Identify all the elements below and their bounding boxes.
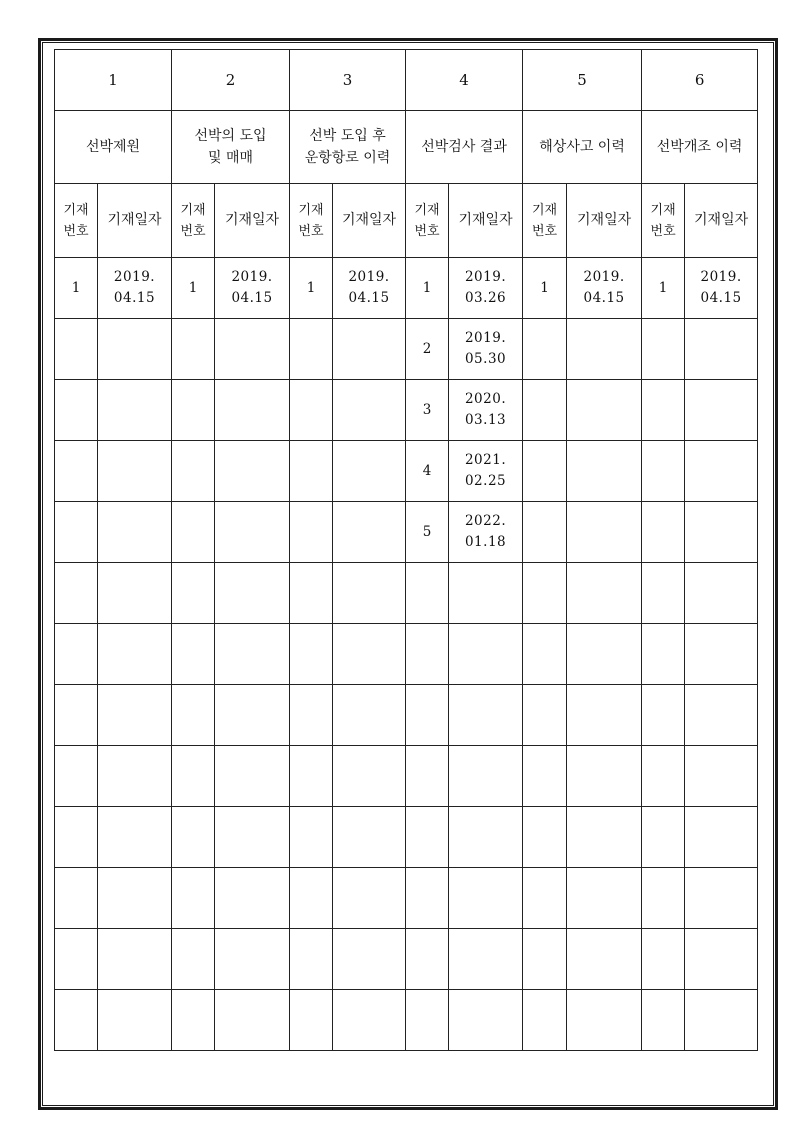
- entry-number-cell: [55, 563, 98, 624]
- entry-number-cell: [55, 380, 98, 441]
- entry-number-cell: [55, 929, 98, 990]
- entry-date-cell: [567, 746, 642, 807]
- entry-number-cell: [406, 807, 449, 868]
- entry-number-header: 기재 번호: [172, 184, 215, 258]
- entry-number-cell: [642, 685, 685, 746]
- entry-date-cell: [567, 868, 642, 929]
- entry-date-cell: [98, 685, 172, 746]
- entry-number-cell: [642, 746, 685, 807]
- entry-date-cell: [449, 990, 523, 1051]
- column-number: 2: [172, 50, 290, 111]
- entry-number-cell: [523, 380, 567, 441]
- table-row: [55, 746, 758, 807]
- table-row: [55, 868, 758, 929]
- entry-number-cell: [55, 624, 98, 685]
- entry-date-cell: [685, 319, 758, 380]
- entry-date-cell: [449, 624, 523, 685]
- entry-number-cell: [290, 990, 333, 1051]
- entry-number-cell: [290, 685, 333, 746]
- entry-date-cell: [215, 807, 290, 868]
- column-number: 6: [642, 50, 758, 111]
- entry-date-cell: [449, 685, 523, 746]
- entry-number-cell: [55, 990, 98, 1051]
- entry-number-cell: [290, 319, 333, 380]
- entry-date-cell: [98, 868, 172, 929]
- entry-number-cell: [523, 746, 567, 807]
- entry-number-cell: [642, 929, 685, 990]
- entry-date-cell: [98, 990, 172, 1051]
- table-row: [55, 319, 758, 380]
- entry-number-cell: [523, 563, 567, 624]
- entry-date-cell: 2019. 04.15: [685, 258, 758, 319]
- entry-number-cell: [55, 685, 98, 746]
- entry-number-header: 기재 번호: [55, 184, 98, 258]
- entry-date-cell: [215, 380, 290, 441]
- entry-number-cell: 3: [406, 380, 449, 441]
- entry-number-cell: [290, 929, 333, 990]
- entry-date-cell: [567, 441, 642, 502]
- entry-number-cell: [290, 380, 333, 441]
- entry-date-header: 기재일자: [98, 184, 172, 258]
- column-number-row: [55, 50, 758, 111]
- entry-date-cell: [333, 502, 406, 563]
- entry-date-cell: [567, 807, 642, 868]
- entry-number-header: 기재 번호: [642, 184, 685, 258]
- entry-date-cell: [567, 624, 642, 685]
- entry-date-cell: [215, 746, 290, 807]
- entry-number-cell: [642, 380, 685, 441]
- entry-date-cell: 2019. 04.15: [98, 258, 172, 319]
- entry-number-cell: [55, 868, 98, 929]
- entry-number-cell: [172, 807, 215, 868]
- entry-number-cell: [290, 563, 333, 624]
- entry-date-cell: [215, 990, 290, 1051]
- entry-number-cell: 1: [523, 258, 567, 319]
- entry-number-cell: [172, 319, 215, 380]
- column-title: 선박 도입 후 운항항로 이력: [290, 111, 406, 184]
- entry-number-cell: [642, 990, 685, 1051]
- entry-date-cell: 2019. 04.15: [215, 258, 290, 319]
- entry-date-cell: [98, 380, 172, 441]
- entry-number-cell: [406, 624, 449, 685]
- entry-date-cell: [685, 563, 758, 624]
- entry-date-cell: [567, 380, 642, 441]
- entry-number-header: 기재 번호: [406, 184, 449, 258]
- column-title-row: [55, 111, 758, 184]
- entry-number-cell: [406, 929, 449, 990]
- entry-number-cell: 4: [406, 441, 449, 502]
- table-row: [55, 380, 758, 441]
- entry-date-cell: [215, 685, 290, 746]
- entry-number-cell: [55, 807, 98, 868]
- entry-number-cell: 1: [290, 258, 333, 319]
- table-row: [55, 685, 758, 746]
- entry-number-cell: [172, 746, 215, 807]
- table-row: [55, 563, 758, 624]
- entry-number-cell: 1: [55, 258, 98, 319]
- entry-number-cell: [406, 990, 449, 1051]
- entry-date-cell: [333, 807, 406, 868]
- entry-number-cell: [406, 868, 449, 929]
- entry-date-cell: [449, 929, 523, 990]
- entry-date-cell: [215, 563, 290, 624]
- entry-number-cell: [523, 807, 567, 868]
- entry-number-cell: [290, 624, 333, 685]
- subheader-row: [55, 184, 758, 258]
- entry-number-cell: 1: [642, 258, 685, 319]
- entry-number-cell: 2: [406, 319, 449, 380]
- entry-date-header: 기재일자: [685, 184, 758, 258]
- column-title: 선박개조 이력: [642, 111, 758, 184]
- entry-number-cell: [523, 929, 567, 990]
- entry-date-cell: [449, 807, 523, 868]
- entry-date-cell: [685, 685, 758, 746]
- entry-number-cell: [523, 319, 567, 380]
- entry-date-cell: [567, 929, 642, 990]
- entry-date-cell: [685, 868, 758, 929]
- entry-number-cell: [523, 624, 567, 685]
- entry-number-cell: 1: [172, 258, 215, 319]
- entry-date-header: 기재일자: [333, 184, 406, 258]
- entry-date-cell: [98, 624, 172, 685]
- column-number: 5: [523, 50, 642, 111]
- entry-number-cell: [172, 685, 215, 746]
- entry-number-cell: [55, 319, 98, 380]
- entry-number-cell: [406, 563, 449, 624]
- entry-number-header: 기재 번호: [290, 184, 333, 258]
- entry-date-cell: [98, 929, 172, 990]
- entry-number-cell: [523, 685, 567, 746]
- entry-date-cell: 2019. 03.26: [449, 258, 523, 319]
- column-title: 해상사고 이력: [523, 111, 642, 184]
- entry-date-header: 기재일자: [215, 184, 290, 258]
- entry-number-cell: [523, 990, 567, 1051]
- entry-date-cell: [333, 929, 406, 990]
- entry-date-cell: [98, 746, 172, 807]
- table-row: [55, 258, 758, 319]
- entry-date-header: 기재일자: [449, 184, 523, 258]
- entry-date-cell: [567, 990, 642, 1051]
- entry-number-cell: [642, 319, 685, 380]
- entry-date-cell: [98, 563, 172, 624]
- entry-date-cell: [215, 929, 290, 990]
- entry-number-cell: [172, 990, 215, 1051]
- entry-date-cell: [685, 746, 758, 807]
- entry-number-cell: [55, 502, 98, 563]
- entry-date-cell: [333, 319, 406, 380]
- entry-number-cell: [642, 502, 685, 563]
- entry-date-cell: [333, 990, 406, 1051]
- entry-date-cell: 2019. 04.15: [333, 258, 406, 319]
- entry-date-cell: [685, 502, 758, 563]
- entry-number-cell: [290, 502, 333, 563]
- entry-date-cell: 2019. 04.15: [567, 258, 642, 319]
- entry-date-cell: [333, 563, 406, 624]
- entry-date-cell: [449, 563, 523, 624]
- entry-number-cell: [55, 746, 98, 807]
- entry-date-cell: [333, 868, 406, 929]
- entry-number-cell: [290, 746, 333, 807]
- entry-number-cell: [406, 685, 449, 746]
- column-number: 1: [55, 50, 172, 111]
- entry-date-cell: [333, 441, 406, 502]
- entry-number-header: 기재 번호: [523, 184, 567, 258]
- table-row: [55, 441, 758, 502]
- column-title: 선박제원: [55, 111, 172, 184]
- entry-number-cell: [172, 929, 215, 990]
- entry-number-cell: [642, 624, 685, 685]
- table-row: [55, 624, 758, 685]
- entry-number-cell: [290, 441, 333, 502]
- entry-date-cell: [98, 502, 172, 563]
- entry-number-cell: [523, 441, 567, 502]
- entry-number-cell: [172, 502, 215, 563]
- entry-number-cell: [290, 868, 333, 929]
- column-title: 선박검사 결과: [406, 111, 523, 184]
- entry-date-cell: [215, 441, 290, 502]
- entry-date-cell: 2022. 01.18: [449, 502, 523, 563]
- entry-number-cell: [172, 441, 215, 502]
- entry-number-cell: [290, 807, 333, 868]
- entry-date-cell: [685, 624, 758, 685]
- entry-date-cell: [567, 502, 642, 563]
- entry-date-cell: [333, 746, 406, 807]
- entry-number-cell: [642, 563, 685, 624]
- column-title: 선박의 도입 및 매매: [172, 111, 290, 184]
- entry-date-cell: [685, 807, 758, 868]
- entry-number-cell: [55, 441, 98, 502]
- entry-date-cell: [98, 319, 172, 380]
- entry-date-cell: [567, 319, 642, 380]
- entry-number-cell: [523, 868, 567, 929]
- record-entries: [55, 258, 758, 1051]
- column-number: 3: [290, 50, 406, 111]
- table-row: [55, 990, 758, 1051]
- entry-number-cell: [172, 380, 215, 441]
- entry-number-cell: 1: [406, 258, 449, 319]
- entry-date-cell: [449, 746, 523, 807]
- entry-number-cell: [172, 624, 215, 685]
- entry-date-cell: [333, 380, 406, 441]
- entry-date-cell: [215, 319, 290, 380]
- entry-number-cell: [642, 441, 685, 502]
- entry-date-cell: 2019. 05.30: [449, 319, 523, 380]
- entry-number-cell: 5: [406, 502, 449, 563]
- entry-date-cell: [333, 624, 406, 685]
- entry-date-header: 기재일자: [567, 184, 642, 258]
- entry-date-cell: [685, 990, 758, 1051]
- entry-number-cell: [172, 868, 215, 929]
- entry-date-cell: [98, 807, 172, 868]
- entry-date-cell: 2020. 03.13: [449, 380, 523, 441]
- table-row: [55, 929, 758, 990]
- entry-date-cell: [567, 685, 642, 746]
- table-row: [55, 807, 758, 868]
- ship-record-table: [54, 49, 758, 1051]
- entry-date-cell: [685, 929, 758, 990]
- entry-number-cell: [642, 807, 685, 868]
- column-number: 4: [406, 50, 523, 111]
- entry-date-cell: [567, 563, 642, 624]
- entry-date-cell: [215, 624, 290, 685]
- entry-date-cell: [215, 502, 290, 563]
- entry-number-cell: [523, 502, 567, 563]
- entry-date-cell: 2021. 02.25: [449, 441, 523, 502]
- entry-date-cell: [98, 441, 172, 502]
- entry-number-cell: [172, 563, 215, 624]
- entry-date-cell: [215, 868, 290, 929]
- entry-date-cell: [449, 868, 523, 929]
- table-row: [55, 502, 758, 563]
- entry-date-cell: [685, 441, 758, 502]
- entry-date-cell: [333, 685, 406, 746]
- entry-number-cell: [406, 746, 449, 807]
- entry-number-cell: [642, 868, 685, 929]
- entry-date-cell: [685, 380, 758, 441]
